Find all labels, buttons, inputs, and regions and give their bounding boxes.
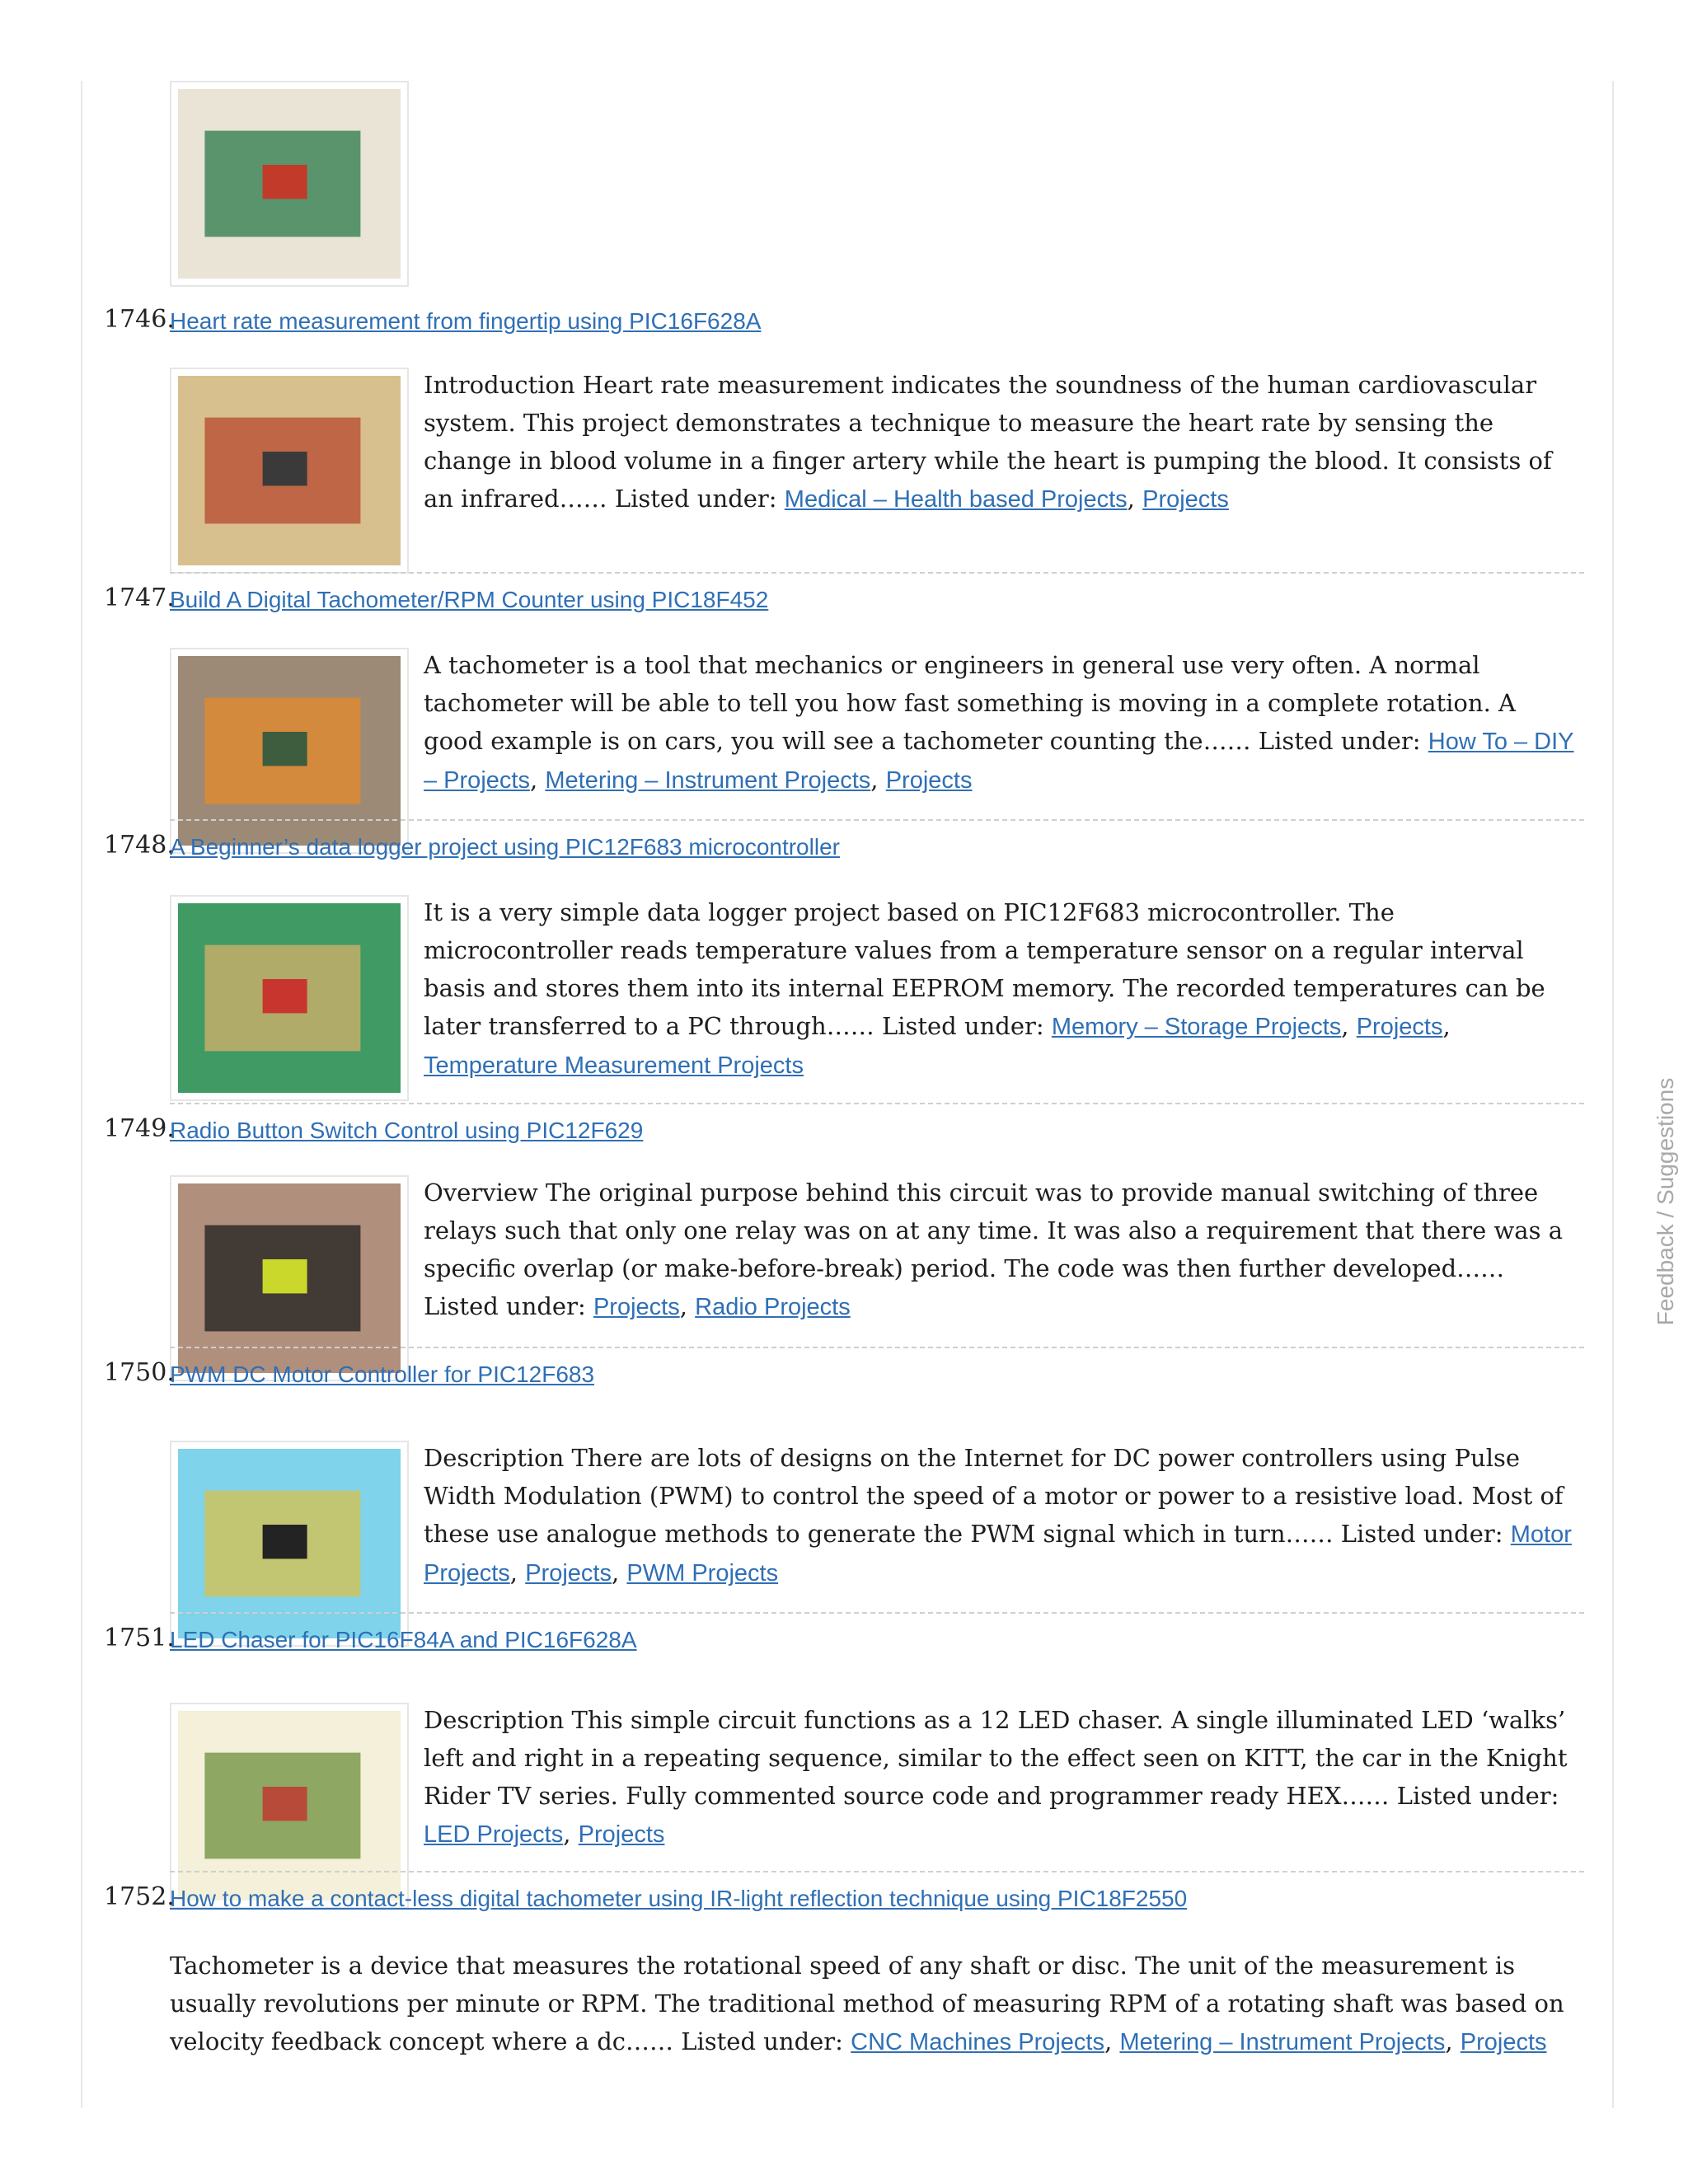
entry-excerpt bbox=[424, 1174, 1578, 1326]
entry-number: 1746. bbox=[104, 305, 175, 334]
category-link[interactable]: Projects bbox=[525, 1560, 612, 1586]
excerpt-text: Tachometer is a device that measures the rotational speed of any shaft or disc. The unit of the measurement is usually revolutions per minute or RPM. The traditional method of measuring RPM of a rotating shaft was based on velocity feedback concept where a dc…… Listed under: bbox=[170, 1952, 1564, 2055]
entry-number: 1748. bbox=[104, 831, 175, 860]
entry-title-link[interactable]: Build A Digital Tachometer/RPM Counter using PIC18F452 bbox=[170, 587, 769, 612]
thumbnail[interactable] bbox=[170, 895, 409, 1101]
category-link[interactable]: LED Projects bbox=[424, 1821, 564, 1848]
category-separator: , bbox=[1127, 485, 1143, 513]
excerpt-text: Overview The original purpose behind this circuit was to provide manual switching of three relays such that only one relay was on at any time. It was also a requirement that there was a specific overlap (or make-before-break) period. The code was then further developed…… Listed under: bbox=[424, 1179, 1563, 1320]
excerpt-text: A tachometer is a tool that mechanics or engineers in general use very often. A normal tachometer will be able to tell you how fast something is moving in a complete rotation. A good example is on cars, you will see a tachometer counting the…… Listed under: bbox=[424, 651, 1516, 755]
project-photo bbox=[178, 376, 401, 565]
category-separator: , bbox=[1341, 1012, 1357, 1040]
category-link[interactable]: Projects bbox=[593, 1294, 680, 1320]
entry-excerpt bbox=[424, 646, 1578, 799]
entry-number: 1747. bbox=[104, 583, 175, 612]
category-link[interactable]: Motor Projects bbox=[424, 1521, 1572, 1586]
content-column bbox=[81, 81, 1678, 2108]
feedback-label: Feedback / Suggestions bbox=[1653, 1077, 1678, 1326]
entry-excerpt bbox=[424, 1439, 1578, 1592]
entry-excerpt bbox=[424, 366, 1578, 518]
entry-number: 1752. bbox=[104, 1882, 175, 1911]
category-link[interactable]: Projects bbox=[1356, 1014, 1443, 1040]
category-link[interactable]: Projects bbox=[1142, 486, 1229, 513]
category-separator: , bbox=[563, 1820, 579, 1848]
entry-divider bbox=[170, 819, 1584, 821]
category-separator: , bbox=[509, 1558, 526, 1586]
entry-title-link[interactable]: A Beginner’s data logger project using PIC12F683 microcontroller bbox=[170, 834, 840, 860]
thumbnail[interactable] bbox=[170, 1441, 409, 1647]
entry-excerpt bbox=[170, 1947, 1587, 2061]
project-photo bbox=[178, 1183, 401, 1373]
excerpt-text: Introduction Heart rate measurement indicates the soundness of the human cardiovascular system. This project demonstrates a technique to measure the heart rate by sensing the change in blood volume in a finger artery while the heart is pumping the blood. It consists of an infrared…… Listed under: bbox=[424, 371, 1552, 513]
category-link[interactable]: Projects bbox=[1460, 2029, 1547, 2055]
entry-divider bbox=[170, 1871, 1584, 1872]
entry-excerpt bbox=[424, 1701, 1578, 1854]
category-separator: , bbox=[1442, 1012, 1451, 1040]
entry-divider bbox=[170, 1347, 1584, 1348]
photo-chip bbox=[263, 165, 307, 199]
photo-chip bbox=[263, 1787, 307, 1821]
entry-excerpt bbox=[424, 893, 1578, 1085]
category-separator: , bbox=[1445, 2027, 1461, 2055]
thumbnail[interactable] bbox=[170, 1175, 409, 1381]
thumbnail[interactable] bbox=[170, 648, 409, 854]
entry-number: 1750. bbox=[104, 1358, 175, 1387]
category-separator: , bbox=[611, 1558, 627, 1586]
thumbnail[interactable] bbox=[170, 368, 409, 574]
photo-chip bbox=[263, 452, 307, 485]
photo-chip bbox=[263, 1259, 307, 1293]
category-link[interactable]: Metering – Instrument Projects bbox=[545, 767, 871, 794]
entry-title-link[interactable]: Heart rate measurement from fingertip using PIC16F628A bbox=[170, 308, 762, 334]
category-link[interactable]: Projects bbox=[885, 767, 973, 794]
category-separator: , bbox=[679, 1292, 696, 1320]
entry-title-link[interactable]: LED Chaser for PIC16F84A and PIC16F628A bbox=[170, 1627, 637, 1652]
category-link[interactable]: How To – DIY – Projects bbox=[424, 729, 1574, 794]
category-link[interactable]: Radio Projects bbox=[695, 1294, 851, 1320]
project-photo bbox=[178, 89, 401, 279]
project-photo bbox=[178, 903, 401, 1093]
entry-divider bbox=[170, 1612, 1584, 1614]
excerpt-text: It is a very simple data logger project based on PIC12F683 microcontroller. The microcontroller reads temperature values from a temperature sensor on a regular interval basis and stores them into its internal EEPROM memory. The recorded temperatures can be later transferred to a PC through…… Listed under: bbox=[424, 898, 1545, 1040]
project-photo bbox=[178, 656, 401, 846]
entry-number: 1751. bbox=[104, 1624, 175, 1652]
entry-title-link[interactable]: PWM DC Motor Controller for PIC12F683 bbox=[170, 1361, 595, 1387]
excerpt-text: Description There are lots of designs on the Internet for DC power controllers using Pulse Width Modulation (PWM) to control the speed of a motor or power to a resistive load. Most of these use analogue methods to generate the PWM signal which in turn…… Listed under: bbox=[424, 1444, 1564, 1548]
entry-number: 1749. bbox=[104, 1114, 175, 1143]
thumbnail[interactable] bbox=[170, 1703, 409, 1909]
category-link[interactable]: Temperature Measurement Projects bbox=[424, 1052, 804, 1079]
thumbnail[interactable] bbox=[170, 81, 409, 287]
photo-chip bbox=[263, 979, 307, 1013]
category-link[interactable]: CNC Machines Projects bbox=[851, 2029, 1104, 2055]
entry-title-link[interactable]: How to make a contact-less digital tachometer using IR-light reflection technique using PIC18F2550 bbox=[170, 1886, 1188, 1911]
excerpt-text: Description This simple circuit functions as a 12 LED chaser. A single illuminated LED ‘walks’ left and right in a repeating sequence, similar to the effect seen on KITT, the car in the Knight Rider TV series. Fully commented source code and programmer ready HEX…… Listed under: bbox=[424, 1706, 1568, 1810]
category-link[interactable]: PWM Projects bbox=[626, 1560, 779, 1586]
photo-chip bbox=[263, 1525, 307, 1558]
category-separator: , bbox=[870, 766, 886, 794]
entry-divider bbox=[170, 1103, 1584, 1104]
category-link[interactable]: Metering – Instrument Projects bbox=[1119, 2029, 1446, 2055]
category-link[interactable]: Medical – Health based Projects bbox=[784, 486, 1128, 513]
photo-chip bbox=[263, 732, 307, 766]
project-photo bbox=[178, 1449, 401, 1638]
entry-divider bbox=[170, 572, 1584, 574]
entry-title-link[interactable]: Radio Button Switch Control using PIC12F629 bbox=[170, 1118, 644, 1143]
category-link[interactable]: Projects bbox=[578, 1821, 665, 1848]
category-separator: , bbox=[529, 766, 546, 794]
category-separator: , bbox=[1104, 2027, 1120, 2055]
category-link[interactable]: Memory – Storage Projects bbox=[1051, 1014, 1342, 1040]
feedback-tab[interactable] bbox=[1647, 1078, 1685, 1325]
